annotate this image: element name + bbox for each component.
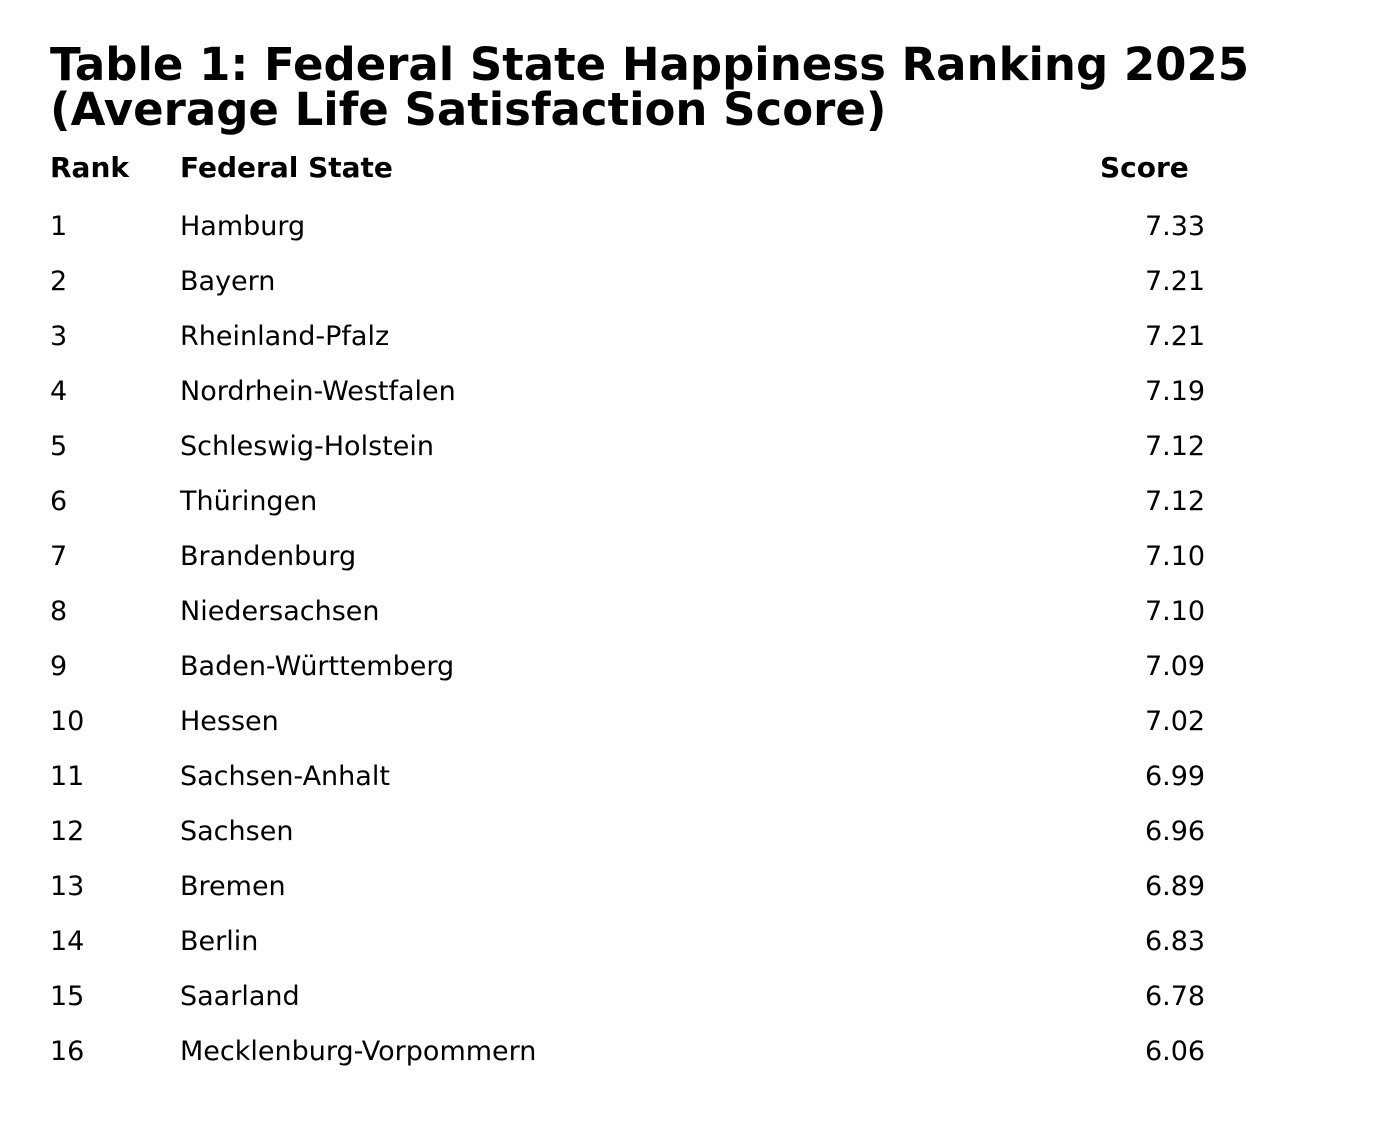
score-cell: 6.96	[1144, 816, 1206, 847]
state-cell: Thüringen	[180, 486, 318, 517]
state-cell: Hamburg	[180, 211, 306, 242]
score-cell: 7.02	[1144, 706, 1206, 737]
table-row	[50, 869, 1250, 924]
state-cell: Baden-Württemberg	[180, 651, 455, 682]
score-cell: 7.19	[1144, 376, 1206, 407]
table-row	[50, 209, 1250, 264]
table-row	[50, 704, 1250, 759]
table-row	[50, 539, 1250, 594]
table-row	[50, 484, 1250, 539]
table-row	[50, 924, 1250, 979]
rank-cell: 5	[50, 431, 68, 462]
table-row	[50, 814, 1250, 869]
state-cell: Hessen	[180, 706, 279, 737]
table-title-line-2: (Average Life Satisfaction Score)	[50, 83, 887, 136]
table-row	[50, 319, 1250, 374]
table-row	[50, 374, 1250, 429]
ranking-table	[50, 150, 1250, 1077]
rank-cell: 13	[50, 871, 85, 902]
score-cell: 6.78	[1144, 981, 1206, 1012]
score-cell: 7.21	[1144, 266, 1206, 297]
column-header-federal-state: Federal State	[180, 151, 393, 184]
state-cell: Schleswig-Holstein	[180, 431, 434, 462]
table-row	[50, 1034, 1250, 1089]
state-cell: Niedersachsen	[180, 596, 380, 627]
score-cell: 6.06	[1144, 1036, 1206, 1067]
rank-cell: 1	[50, 211, 68, 242]
table-body	[50, 209, 1250, 1089]
table-row	[50, 759, 1250, 814]
table-title-line-1: Table 1: Federal State Happiness Ranking 2025	[50, 38, 1250, 91]
rank-cell: 12	[50, 816, 85, 847]
rank-cell: 3	[50, 321, 68, 352]
table-header-row	[50, 150, 1250, 197]
column-header-rank: Rank	[50, 151, 130, 184]
state-cell: Sachsen-Anhalt	[180, 761, 390, 792]
rank-cell: 6	[50, 486, 68, 517]
table-row	[50, 594, 1250, 649]
column-header-score: Score	[1100, 151, 1189, 184]
table-row	[50, 429, 1250, 484]
score-cell: 7.12	[1144, 431, 1206, 462]
score-cell: 6.89	[1144, 871, 1206, 902]
rank-cell: 7	[50, 541, 68, 572]
state-cell: Brandenburg	[180, 541, 357, 572]
state-cell: Bremen	[180, 871, 286, 902]
table-row	[50, 649, 1250, 704]
score-cell: 7.12	[1144, 486, 1206, 517]
score-cell: 7.10	[1144, 596, 1206, 627]
state-cell: Bayern	[180, 266, 276, 297]
state-cell: Berlin	[180, 926, 259, 957]
score-cell: 6.83	[1144, 926, 1206, 957]
rank-cell: 2	[50, 266, 68, 297]
table-title	[50, 38, 1250, 136]
state-cell: Rheinland-Pfalz	[180, 321, 390, 352]
state-cell: Mecklenburg-Vorpommern	[180, 1036, 537, 1067]
score-cell: 7.09	[1144, 651, 1206, 682]
score-cell: 7.10	[1144, 541, 1206, 572]
rank-cell: 9	[50, 651, 68, 682]
score-cell: 7.33	[1144, 211, 1206, 242]
rank-cell: 16	[50, 1036, 85, 1067]
rank-cell: 10	[50, 706, 85, 737]
rank-cell: 15	[50, 981, 85, 1012]
score-cell: 6.99	[1144, 761, 1206, 792]
rank-cell: 4	[50, 376, 68, 407]
score-cell: 7.21	[1144, 321, 1206, 352]
rank-cell: 14	[50, 926, 85, 957]
state-cell: Saarland	[180, 981, 300, 1012]
state-cell: Nordrhein-Westfalen	[180, 376, 456, 407]
state-cell: Sachsen	[180, 816, 294, 847]
table-row	[50, 979, 1250, 1034]
table-row	[50, 264, 1250, 319]
rank-cell: 11	[50, 761, 85, 792]
rank-cell: 8	[50, 596, 68, 627]
